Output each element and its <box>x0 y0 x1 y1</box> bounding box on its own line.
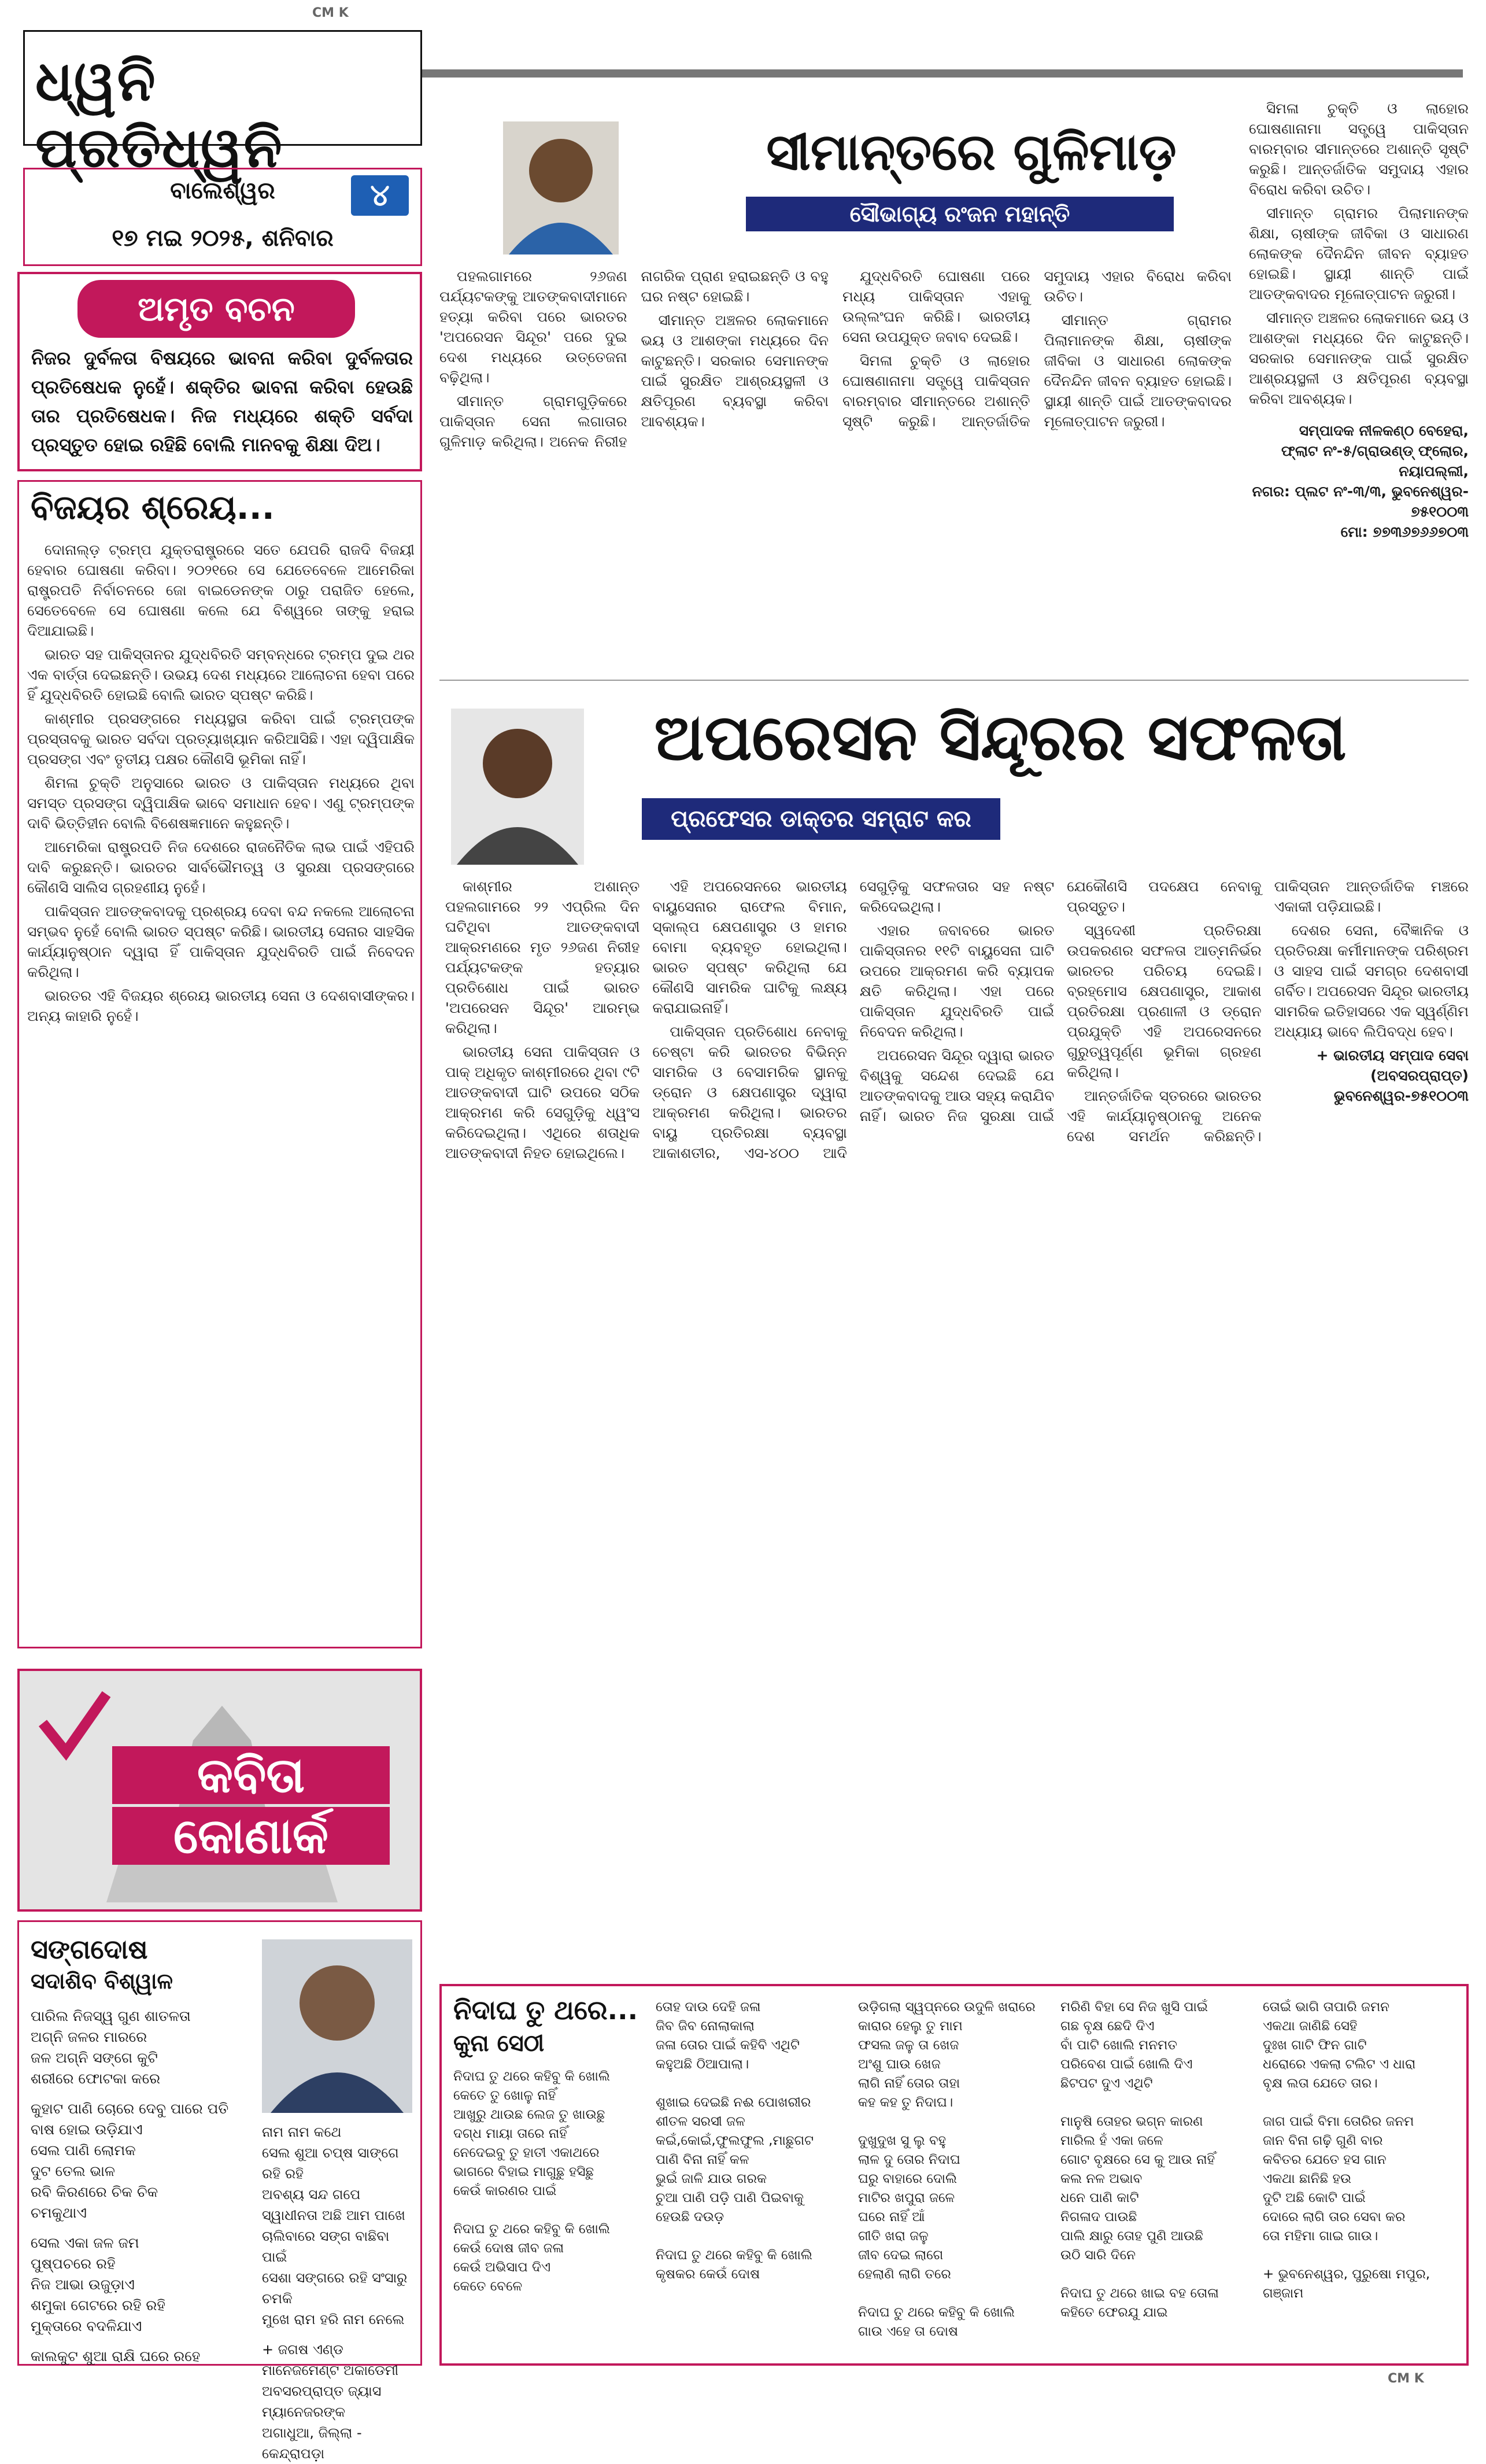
apareson-paragraph: ଏହାର ଜବାବରେ ଭାରତ ପାକିସ୍ତାନର ୧୧ଟି ବାୟୁସେନା ଘାଟି ଉପରେ ଆକ୍ରମଣ କରି ବ୍ୟାପକ କ୍ଷତି କରିଥିଲା। ଏହା ପରେ ପାକିସ୍ତାନ ଯୁଦ୍ଧବିରତି ପାଇଁ ନିବେଦନ କରିଥିଲା। <box>859 922 1055 1040</box>
poem-line: ସ୍ୱାଧୀନତା ଅଛି ଆମ ପାଖେ <box>262 2207 405 2223</box>
poem-line: ଜୀବ ଦେଇ ଲାଗେ <box>858 2248 944 2263</box>
poem-line: ଭୁଇଁ ଜାଳି ଯାଉ ଗରକ <box>656 2171 767 2186</box>
poem-line <box>858 2112 1049 2131</box>
poet-name: ସଦାଶିବ ବିଶ୍ୱାଳ <box>31 1968 173 1994</box>
amruta-text: ନିଜର ଦୁର୍ବଳତା ବିଷୟରେ ଭାବନା କରିବା ଦୁର୍ବଳତାର ପ୍ରତିଷେଧକ ନୁହେଁ। ଶକ୍ତିର ଭାବନା କରିବା ହେଉଛି ତାର ପ୍ରତିଷେଧକ। ନିଜ ମଧ୍ୟରେ ଶକ୍ତି ସର୍ବଦା ପ୍ରସ୍ତୁତ ହୋଇ ରହିଛି ବୋଲି ମାନବକୁ ଶିକ୍ଷା ଦିଅ। <box>31 347 413 456</box>
poem-line <box>1263 2093 1459 2112</box>
portrait-icon <box>451 709 584 865</box>
poem-line: ଶମୁକା ଗେଟରେ ରହି ରହି <box>31 2297 165 2314</box>
poem-line: ରବି କିରଣରେ ଚିକ ଚିକ <box>31 2183 158 2200</box>
signature-line: ଫ୍ଲାଟ ନଂ-୫/ଗ୍ରାଉଣ୍ଡ୍ ଫ୍ଲୋର, ନୟାପଲ୍ଲୀ, <box>1281 442 1469 479</box>
poem-line: ମାଟିର ଖପୁରା ଜଳେ <box>858 2190 955 2205</box>
poem-line: ସେଲ ଶୁଆ ଚପ୍ଷ ସାଙ୍ଗେ ରହି ରହି <box>262 2145 399 2182</box>
apareson-paragraph: ଏହି ଅପରେସନରେ ଭାରତୀୟ ବାୟୁସେନାର ରାଫେଲ ବିମାନ, ସ୍କାଲ୍ପ କ୍ଷେପଣାସ୍ତ୍ର ଓ ହାମର ବୋମା ବ୍ୟବହୃତ ହୋଇଥିଲା। ଭାରତ ସ୍ପଷ୍ଟ କରିଥିଲା ଯେ କୌଣସି ସାମରିକ ଘାଟିକୁ ଲକ୍ଷ୍ୟ କରାଯାଇନାହିଁ। <box>652 878 847 1016</box>
masthead-bar <box>422 69 1463 78</box>
poem-line: ପାରିଲ ନିଜସ୍ୱ ଗୁଣ ଶାତଳତା <box>31 2008 191 2024</box>
poem-line: ଲାଗି ନାହିଁ ତୋର ତାହା <box>858 2076 960 2091</box>
poem-line: ଜିବ ଜିବ ନୋଲାକାଲା <box>656 2019 755 2034</box>
amruta-box <box>17 272 422 471</box>
poem-line <box>453 2201 644 2220</box>
nidagh-column-1 <box>453 2067 644 2296</box>
cmk-mark-top: CM K <box>312 6 349 20</box>
poem-line: କହୁଅଛି ଠିଆପାଲା। <box>656 2057 749 2072</box>
poem-line: ଧନେ ପାଣି କାଟି <box>1060 2190 1139 2205</box>
poem-line: ତୋହ ଦାଉ ଦେହି ଜଳା <box>656 2000 761 2015</box>
vijay-heading: ବିଜୟର ଶ୍ରେୟ... <box>31 488 275 527</box>
poem-line: ତୋଇଁ ଭାଗି ତାପାରି ଜମନ <box>1263 2000 1389 2015</box>
vijay-body <box>27 540 415 1639</box>
simanta-author: ସୌଭାଗ୍ୟ ରଂଜନ ମହାନ୍ତି <box>746 197 1174 231</box>
simanta-paragraph: ସୀମାନ୍ତ ଅଞ୍ଚଳର ଲୋକମାନେ ଭୟ ଓ ଆଶଙ୍କା ମଧ୍ୟରେ ଦିନ କାଟୁଛନ୍ତି। ସରକାର ସେମାନଙ୍କ ପାଇଁ ସୁରକ୍ଷିତ ଆଶ୍ରୟସ୍ଥଳୀ ଓ କ୍ଷତିପୂରଣ ବ୍ୟବସ୍ଥା କରିବା ଆବଶ୍ୟକ। <box>1249 309 1469 407</box>
nidagh-column-5 <box>1263 1998 1459 2303</box>
poem-line: ନିଦାଘ ତୁ ଥରେ କହିବୁ କି ଖୋଲି <box>453 2222 610 2237</box>
poem-line: ପୁଷ୍ପଚରେ ରହି <box>31 2255 116 2272</box>
poem-line: ଅଂଶୁ ଘାଉ ଖେଜ <box>858 2057 941 2072</box>
poem-line: ଅବଶ୍ୟ ସନ୍ଦ ଗପେ <box>262 2186 361 2203</box>
poem-line: ଏକଥା ଜାଣିଛି ସେହି <box>1263 2019 1358 2034</box>
poem-line: ନିଜ ଆଭା ଉଜୁଡ଼ାଏ <box>31 2276 135 2293</box>
poem-line: ଦୁଖୁଦୁଖ ସୁ ଲୁ ବହୁ <box>858 2133 947 2148</box>
poem-line: ଭାଗରେ ବିହାଇ ମାଗୁଛୁ ହସିଛୁ <box>453 2164 594 2179</box>
kabita-title: କବିତା <box>112 1746 390 1804</box>
apareson-paragraph: ଅପରେସନ ସିନ୍ଦୂର ଦ୍ୱାରା ଭାରତ ବିଶ୍ୱକୁ ସନ୍ଦେଶ ଦେଇଛି ଯେ ଆତଙ୍କବାଦକୁ ଆଉ ସହ୍ୟ କରାଯିବ ନାହିଁ। ଭାରତ ନିଜ ସୁରକ୍ଷା ପାଇଁ ଯେକୌଣସି ପଦକ୍ଷେପ ନେବାକୁ ପ୍ରସ୍ତୁତ। <box>859 878 1262 1124</box>
simanta-paragraph: ପହଲଗାମରେ ୨୬ଜଣ ପର୍ଯ୍ୟଟକଙ୍କୁ ଆତଙ୍କବାଦୀମାନେ ହତ୍ୟା କରିବା ପରେ ଭାରତର 'ଅପରେସନ ସିନ୍ଦୂର' ପରେ ଦୁଇ ଦେଶ ମଧ୍ୟରେ ଉତ୍ତେଜନା ବଢ଼ିଥିଲା। <box>439 268 627 386</box>
poet-credit: + ଭୁବନେଶ୍ୱର, ପୁରୁଷୋ ମପୁର, ଗଞ୍ଜାମ <box>1263 2267 1430 2301</box>
poem-line: କେଉଁ କାରଣର ପାଇଁ <box>453 2183 557 2199</box>
kabita-konark-banner <box>17 1669 422 1912</box>
poet-credit: ଅବସରପ୍ରାପ୍ତ ଜ୍ୟାସ ମ୍ୟାନେଜରଙ୍କ <box>262 2383 382 2420</box>
cmk-mark-bottom: CM K <box>1388 2371 1424 2386</box>
poem-line <box>858 2284 1049 2303</box>
poem-line: ହେଉଛି ଦଉଡ଼ <box>656 2210 724 2225</box>
poem-stanzas-right <box>262 2122 418 2464</box>
signature-line: (ଅବସରପ୍ରାପ୍ତ) <box>1370 1067 1469 1084</box>
apareson-paragraph: ଦେଶର ସେନା, ବୈଜ୍ଞାନିକ ଓ ପ୍ରତିରକ୍ଷା କର୍ମୀମାନଙ୍କ ପରିଶ୍ରମ ଓ ସାହସ ପାଇଁ ସମଗ୍ର ଦେଶବାସୀ ଗର୍ବିତ। ଅପରେସନ ସିନ୍ଦୂର ଭାରତୀୟ ସାମରିକ ଇତିହାସରେ ଏକ ସ୍ୱର୍ଣ୍ଣିମ ଅଧ୍ୟାୟ ଭାବେ ଲିପିବଦ୍ଧ ହେବ। <box>1274 922 1469 1040</box>
author-photo-apareson <box>451 709 584 865</box>
poem-line: ଫସଲ ଜଳୁ ତା ଖେଜ <box>858 2038 959 2053</box>
vijay-paragraph: ଶିମଳା ଚୁକ୍ତି ଅନୁସାରେ ଭାରତ ଓ ପାକିସ୍ତାନ ମଧ୍ୟରେ ଥିବା ସମସ୍ତ ପ୍ରସଙ୍ଗ ଦ୍ୱିପାକ୍ଷିକ ଭାବେ ସମାଧାନ ହେବ। ଏଣୁ ଟ୍ରମ୍ପଙ୍କ ଦାବି ଭିତ୍ତିହୀନ ବୋଲି ବିଶେଷଜ୍ଞମାନେ କହୁଛନ୍ତି। <box>27 774 415 832</box>
poem-line: ବୃକ୍ଷ ଲତା ଯେତେ ତାର। <box>1263 2076 1378 2091</box>
apareson-signature <box>1274 1045 1469 1106</box>
poem-line: ନାମ ନାମ କଥେ <box>262 2124 342 2140</box>
issue-date: ୧୭ ମଇ ୨୦୨୫, ଶନିବାର <box>112 225 334 252</box>
signature-line: + ଭାରତୀୟ ସମ୍ପାଦ ସେବା <box>1316 1047 1469 1064</box>
poem-line: ନିଦାଘ ତୁ ଥରେ କହିବୁ କି ଖୋଲି <box>656 2248 812 2263</box>
poem-line: ଗୋଟ ବୃକ୍ଷରେ ସେ କୁ ଆଉ ନାହିଁ <box>1060 2152 1215 2167</box>
poem-line: ଦୁଟି ଅଛି କୋଟି ପାଇଁ <box>1263 2190 1366 2205</box>
poem-line: ଶରୀରେ ଫୋଟକା କରେ <box>31 2070 161 2087</box>
vijay-paragraph: ପାକିସ୍ତାନ ଆତଙ୍କବାଦକୁ ପ୍ରଶ୍ରୟ ଦେବା ବନ୍ଦ ନକଲେ ଆଲୋଚନା ସମ୍ଭବ ନୁହେଁ ବୋଲି ଭାରତ ସ୍ପଷ୍ଟ କରିଛି। ଭାରତୀୟ ସେନାର ସାହସିକ କାର୍ଯ୍ୟାନୁଷ୍ଠାନ ଦ୍ୱାରା ହିଁ ପାକିସ୍ତାନ ଯୁଦ୍ଧବିରତି ପାଇଁ ନିବେଦନ କରିଥିଲା। <box>27 903 415 980</box>
poem-line: ବାଷ ହୋଇ ଉଡ଼ିଯାଏ <box>31 2121 143 2138</box>
poem-line: ନିଦାଘ ତୁ ଥରେ ଖାଇ ବହ ତୋଳା <box>1060 2286 1219 2301</box>
poem-line: କେଉଁ ଅଭିସାପ ଦିଏ <box>453 2260 550 2275</box>
poem-line: କବିତର ଯେତେ ହସ ଗାନ <box>1263 2152 1387 2167</box>
poem-line: ଲାଳ ଦୁ ତୋର ନିଦାଘ <box>858 2152 960 2167</box>
signature-line: ଭୁବନେଶ୍ୱର-୭୫୧୦୦୩ <box>1333 1087 1469 1104</box>
poet-name: କୁନା ସେଠୀ <box>453 2030 545 2057</box>
poem-line: କେତେ ତୁ ଖୋଳୁ ନାହିଁ <box>453 2088 556 2103</box>
poem-line <box>1060 2265 1251 2284</box>
poem-line: ମାନୁଷି ତୋହର ଭଗ୍ନ କାରଣ <box>1060 2114 1203 2129</box>
signature-line: ମୋ: ୭୭୩୬୭୬୬୭୦୩ <box>1340 523 1469 540</box>
vijay-paragraph: କାଶ୍ମୀର ପ୍ରସଙ୍ଗରେ ମଧ୍ୟସ୍ଥତା କରିବା ପାଇଁ ଟ୍ରମ୍ପଙ୍କ ପ୍ରସ୍ତାବକୁ ଭାରତ ସର୍ବଦା ପ୍ରତ୍ୟାଖ୍ୟାନ କରିଆସିଛି। ଏହା ଦ୍ୱିପାକ୍ଷିକ ପ୍ରସଙ୍ଗ ଏବଂ ତୃତୀୟ ପକ୍ଷର କୌଣସି ଭୂମିକା ନାହିଁ। <box>27 710 415 768</box>
apareson-author: ପ୍ରଫେସର ଡାକ୍ତର ସମ୍ରାଟ କର <box>642 798 1000 840</box>
poem-line: ଶୁଖାଇ ଦେଇଛି ନଈ ପୋଖରୀର <box>656 2095 811 2110</box>
poem-line: ପାଣି ବିନା ନାହିଁ କଳ <box>656 2152 749 2167</box>
poem-title: ନିଦାଘ ତୁ ଥରେ... <box>453 1994 638 2026</box>
poem-line: କେଉଁ ଦୋଷ ଜୀବ ଜଳା <box>453 2241 564 2256</box>
apareson-paragraph: ସ୍ୱଦେଶୀ ପ୍ରତିରକ୍ଷା ଉପକରଣର ସଫଳତା ଆତ୍ମନିର୍ଭର ଭାରତର ପରିଚୟ ଦେଇଛି। ବ୍ରହ୍ମୋସ କ୍ଷେପଣାସ୍ତ୍ର, ଆକାଶ ପ୍ରତିରକ୍ଷା ପ୍ରଣାଳୀ ଓ ଡ୍ରୋନ ପ୍ରଯୁକ୍ତି ଏହି ଅପରେସନରେ ଗୁରୁତ୍ୱପୂର୍ଣ୍ଣ ଭୂମିକା ଗ୍ରହଣ କରିଥିଲା। <box>1067 922 1262 1080</box>
poem-line: ଶୀତଳ ସରସୀ ଜଳ <box>656 2114 745 2129</box>
simanta-right-column <box>1249 98 1469 735</box>
poet-credit: ଅଗାଧୁଆ, ଜିଲ୍ଲା - କେନ୍ଦ୍ରାପଡ଼ା <box>262 2425 362 2462</box>
signature-line: ୭୫୧୦୦୩ <box>1411 503 1469 520</box>
poem-line: ମାରିଲ ହଁ ଏକା ଜଳେ <box>1060 2133 1163 2148</box>
poem-line: ତୋ ମହିମା ଗାଇ ଗାଉ। <box>1263 2229 1378 2244</box>
poem-line: ନିଦାଘ ତୁ ଥରେ କହିବୁ କି ଖୋଲି <box>858 2305 1015 2320</box>
poem-line: ସେଶା ସଙ୍ଗରେ ରହି ସଂସାରୁ ଚମକି <box>262 2270 408 2307</box>
poem-line: କେତେ ବେଳେ <box>453 2279 523 2294</box>
poem-line: ନିଦାଘ ତୁ ଥରେ କହିବୁ କି ଖୋଲି <box>453 2069 610 2084</box>
section-divider <box>439 680 1469 681</box>
signature-line: ସମ୍ପାଦକ ନୀଳକଣ୍ଠ ବେହେରା, <box>1299 422 1469 439</box>
poem-line: ଜାଗ ପାଇଁ ବିମା ତୋରିର ଜନମ <box>1263 2114 1414 2129</box>
poem-line: ଚମକୁଥାଏ <box>31 2204 87 2221</box>
poem-line: ଧରୋରେ ଏକଲା ଟଲିଟ ଏ ଧାରା <box>1263 2057 1416 2072</box>
apareson-paragraph: ଭାରତୀୟ ସେନା ପାକିସ୍ତାନ ଓ ପାକ୍ ଅଧିକୃତ କାଶ୍ମୀରରେ ଥିବା ୯ଟି ଆତଙ୍କବାଦୀ ଘାଟି ଉପରେ ସଠିକ ଆକ୍ରମଣ କରି ସେଗୁଡ଼ିକୁ ଧ୍ୱଂସ କରିଦେଇଥିଲା। ଏଥିରେ ଶତାଧିକ ଆତଙ୍କବାଦୀ ନିହତ ହୋଇଥିଲେ। <box>445 1043 640 1161</box>
poet-photo <box>262 1939 412 2113</box>
sangadosha-box <box>17 1920 422 2462</box>
simanta-paragraph: ସୀମାନ୍ତ ଅଞ୍ଚଳର ଲୋକମାନେ ଭୟ ଓ ଆଶଙ୍କା ମଧ୍ୟରେ ଦିନ କାଟୁଛନ୍ତି। ସରକାର ସେମାନଙ୍କ ପାଇଁ ସୁରକ୍ଷିତ ଆଶ୍ରୟସ୍ଥଳୀ ଓ କ୍ଷତିପୂରଣ ବ୍ୟବସ୍ଥା କରିବା ଆବଶ୍ୟକ। <box>641 312 829 430</box>
poem-line <box>1060 2093 1251 2112</box>
poem-line: ସେଲ ଏକା ଜଳ ଜମ <box>31 2234 139 2251</box>
konark-title: କୋଣାର୍କ <box>112 1807 390 1865</box>
poem-line: ଉଡ଼ିଗଲା ସ୍ୱପ୍ନରେ ଉଦୁଳି ଖରାରେ <box>858 2000 1036 2015</box>
poem-line: ମୁଖେ ରାମ ହରି ନାମ ନେଲେ <box>262 2311 405 2327</box>
apareson-paragraph: କାଶ୍ମୀର ଅଶାନ୍ତ ପହଲଗାମରେ ୨୨ ଏପ୍ରିଲ ଦିନ ଘଟିଥିବା ଆତଙ୍କବାଦୀ ଆକ୍ରମଣରେ ମୃତ ୨୬ଜଣ ନିରୀହ ପର୍ଯ୍ୟଟକଙ୍କ ହତ୍ୟାର ପ୍ରତିଶୋଧ ପାଇଁ ଭାରତ 'ଅପରେସନ ସିନ୍ଦୂର' ଆରମ୍ଭ କରିଥିଲା। <box>445 878 640 1036</box>
poem-line: କୃଷକର କେଉଁ ଦୋଷ <box>656 2267 760 2282</box>
vijay-paragraph: ଭାରତ ସହ ପାକିସ୍ତାନର ଯୁଦ୍ଧବିରତି ସମ୍ବନ୍ଧରେ ଟ୍ରମ୍ପ ଦୁଇ ଥର ଏକ ବାର୍ତ୍ତା ଦେଇଛନ୍ତି। ଉଭୟ ଦେଶ ମଧ୍ୟରେ ଆଲୋଚନା ହେବା ପରେ ହିଁ ଯୁଦ୍ଧବିରତି ହୋଇଛି ବୋଲି ଭାରତ ସ୍ପଷ୍ଟ କରିଛି। <box>27 646 415 703</box>
masthead-title: ଧ୍ୱନି ପ୍ରତିଧ୍ୱନି <box>35 48 283 180</box>
simanta-paragraph: ସିମଳା ଚୁକ୍ତି ଓ ଲାହୋର ଘୋଷଣାନାମା ସତ୍ତ୍ୱେ ପାକିସ୍ତାନ ବାରମ୍ବାର ସୀମାନ୍ତରେ ଅଶାନ୍ତି ସୃଷ୍ଟି କରୁଛି। ଆନ୍ତର୍ଜାତିକ ସମୁଦାୟ ଏହାର ବିରୋଧ କରିବା ଉଚିତ। <box>1249 100 1469 198</box>
apareson-paragraph: ଆନ୍ତର୍ଜାତିକ ସ୍ତରରେ ଭାରତର ଏହି କାର୍ଯ୍ୟାନୁଷ୍ଠାନକୁ ଅନେକ ଦେଶ ସମର୍ଥନ କରିଛନ୍ତି। ପାକିସ୍ତାନ ଆନ୍ତର୍ଜାତିକ ମଞ୍ଚରେ ଏକାକୀ ପଡ଼ିଯାଇଛି। <box>1067 878 1469 1145</box>
poem-title: ସଙ୍ଗଦୋଷ <box>31 1934 148 1965</box>
vijay-paragraph: ଭାରତର ଏହି ବିଜୟର ଶ୍ରେୟ ଭାରତୀୟ ସେନା ଓ ଦେଶବାସୀଙ୍କର। ଅନ୍ୟ କାହାରି ନୁହେଁ। <box>27 987 415 1024</box>
nidagh-box <box>439 1984 1469 2366</box>
vijay-box <box>17 480 422 1648</box>
vijay-paragraph: ଦୋନାଲ୍ଡ଼ ଟ୍ରମ୍ପ ଯୁକ୍ତରାଷ୍ଟ୍ରରେ ସତେ ଯେପରି ରାଜଦି ବିଜୟୀ ହେବାର ଘୋଷଣା କରିବା। ୨୦୨୧ରେ ସେ ଯେତେବେଳେ ଆମେରିକା ରାଷ୍ଟ୍ରପତି ନିର୍ବାଚନରେ ଜୋ ବାଇଡେନଙ୍କ ଠାରୁ ପରାଜିତ ହେଲେ, ସେତେବେଳେ ସେ ଘୋଷଣା କଲେ ଯେ ବିଶ୍ୱରେ ତାଙ୍କୁ ହରାଇ ଦିଆଯାଇଛି। <box>27 541 415 639</box>
poem-line: ଅଗ୍ନି ଜଳର ମାରରେ <box>31 2028 147 2045</box>
poem-line: ଉଠି ସାରି ଦିନେ <box>1060 2248 1136 2263</box>
poem-line: କହ କହ ତୁ ନିଦାଘ। <box>858 2095 953 2110</box>
simanta-paragraph: ସିମଳା ଚୁକ୍ତି ଓ ଲାହୋର ଘୋଷଣାନାମା ସତ୍ତ୍ୱେ ପାକିସ୍ତାନ ବାରମ୍ବାର ସୀମାନ୍ତରେ ଅଶାନ୍ତି ସୃଷ୍ଟି କରୁଛି। ଆନ୍ତର୍ଜାତିକ ସମୁଦାୟ ଏହାର ବିରୋଧ କରିବା ଉଚିତ। <box>842 268 1232 430</box>
poem-line: କୁହାଟ ପାଣି ଚୋରେ ଦେବୁ ପାରେ ପତି <box>31 2100 229 2117</box>
poem-line: ମରିଣି ବିହା ସେ ନିଜ ଖୁସି ପାଇଁ <box>1060 2000 1208 2015</box>
nidagh-column-2 <box>656 1998 846 2284</box>
poem-line: ପାଲି କ୍ଷାରୁ ତୋହ ପୁଣି ଆଉଛି <box>1060 2229 1203 2244</box>
masthead <box>23 30 422 180</box>
poem-line: ଦୋରେ ଲାଗି ତାର ସେବା କର <box>1263 2210 1406 2225</box>
poem-line: ଗାଉ ଏହେ ତା ଦୋଷ <box>858 2324 958 2339</box>
vijay-paragraph: ଆମେରିକା ରାଷ୍ଟ୍ରପତି ନିଜ ଦେଶରେ ରାଜନୈତିକ ଲାଭ ପାଇଁ ଏହିପରି ଦାବି କରୁଛନ୍ତି। ଭାରତର ସାର୍ବଭୌମତ୍ୱ ଓ ସୁରକ୍ଷା ପ୍ରସଙ୍ଗରେ କୌଣସି ସାଲିସ ଗ୍ରହଣୀୟ ନୁହେଁ। <box>27 839 415 896</box>
poem-stanzas-left <box>31 2006 256 2367</box>
poem-line: ଛିଟପଟ ଦୁଏ ଏଥିଟି <box>1060 2076 1153 2091</box>
poem-line: ହେଲାଣି ଲାଗି ତରେ <box>858 2267 951 2282</box>
poem-line: ଜଳ ଅଗ୍ନି ସଙ୍ଗେ କୁଟି <box>31 2049 158 2066</box>
poem-line <box>1263 2246 1459 2265</box>
poem-line: ଜଳା ତୋର ପାଇଁ କହିବି ଏଥିଟି <box>656 2038 800 2053</box>
poem-line: ଗୀତି ଖରା ଜଳୁ <box>858 2229 929 2244</box>
author-photo-simanta <box>503 121 619 254</box>
apareson-body <box>445 876 1469 1958</box>
poem-line: କାଲକୁଟ ଶୁଆ ରାକ୍ଷି ଘରେ ରହେ <box>31 2348 201 2365</box>
poem-line <box>656 2074 846 2093</box>
poem-line: କଇଁ,କୋଇଁ,ଫୁଲଫୁଲ ,ମାଛୁଗଟ <box>656 2133 814 2148</box>
simanta-headline: ସୀମାନ୍ତରେ ଗୁଳିମାଡ଼ <box>766 121 1177 182</box>
poem-line: ଚାଲିବାରେ ସଙ୍ଗ ବାଛିବା ପାଇଁ <box>262 2228 390 2265</box>
poem-line: ଦୁଃଖ ଗାଟି ଫିନ ଗାଟି <box>1263 2038 1367 2053</box>
amruta-heading: ଅମୃତ ବଚନ <box>77 280 355 338</box>
poem-line: ଦଗ୍ଧ ମାୟା ତାରେ ନାହିଁ <box>453 2126 567 2141</box>
portrait-icon <box>503 121 619 254</box>
city-date-box <box>23 168 422 266</box>
poem-line: ଗଛ ବୃକ୍ଷ ଛେଦି ଦିଏ <box>1060 2019 1155 2034</box>
poem-line: ଘରେ ନାହିଁ ଆଁ <box>858 2210 925 2225</box>
nidagh-column-3 <box>858 1998 1049 2341</box>
poem-line: ଜାନ ବିନା ଗଢ଼ି ଗୁଣି ବାର <box>1263 2133 1383 2148</box>
poem-line: ନେଦେଇବୁ ତୁ ହାତୀ ଏକାଥରେ <box>453 2145 600 2160</box>
portrait-icon <box>262 1939 412 2113</box>
apareson-headline: ଅପରେସନ ସିନ୍ଦୂରର ସଫଳତା <box>654 700 1347 774</box>
poem-line: ଘରୁ ବାହାରେ ଦୋଲି <box>858 2171 958 2186</box>
poet-credit: + ଜଗଷ ଏଣ୍ଡ ମାନେଜମେଣ୍ଟ ଅକାଡେମୀ <box>262 2341 399 2378</box>
poem-line: ଏକଥା ଛାନିଛି ହଉ <box>1263 2171 1352 2186</box>
simanta-signature <box>1249 420 1469 542</box>
simanta-paragraph: ଯୁଦ୍ଧବିରତି ଘୋଷଣା ପରେ ମଧ୍ୟ ପାକିସ୍ତାନ ଏହାକୁ ଉଲ୍ଲଂଘନ କରିଛି। ଭାରତୀୟ ସେନା ଉପଯୁକ୍ତ ଜବାବ ଦେଇଛି। <box>842 268 1030 345</box>
page-number: ୪ <box>351 175 409 216</box>
city-name: ବାଲେଶ୍ୱର <box>170 178 275 204</box>
poem-line <box>656 2227 846 2246</box>
poem-line: ଦୁଟ ତେଲ ଭାଳ <box>31 2163 115 2179</box>
signature-line: ନଗର: ପ୍ଲଟ ନଂ-୩/୩, ଭୁବନେଶ୍ୱର- <box>1252 483 1469 500</box>
poem-line: ନିଗଳାଦ ପାଉଛି <box>1060 2210 1137 2225</box>
apareson-paragraph: ପାକିସ୍ତାନ ପ୍ରତିଶୋଧ ନେବାକୁ ଚେଷ୍ଟା କରି ଭାରତର ବିଭିନ୍ନ ସାମରିକ ଓ ବେସାମରିକ ସ୍ଥାନକୁ ଡ୍ରୋନ ଓ କ୍ଷେପଣାସ୍ତ୍ର ଦ୍ୱାରା ଆକ୍ରମଣ କରିଥିଲା। ଭାରତର ବାୟୁ ପ୍ରତିରକ୍ଷା ବ୍ୟବସ୍ଥା ଆକାଶତୀର, ଏସ-୪୦୦ ଆଦି ସେଗୁଡ଼ିକୁ ସଫଳତାର ସହ ନଷ୍ଟ କରିଦେଇଥିଲା। <box>652 878 1055 1161</box>
simanta-paragraph: ସୀମାନ୍ତ ଗ୍ରାମର ପିଲାମାନଙ୍କ ଶିକ୍ଷା, ଚାଷୀଙ୍କ ଜୀବିକା ଓ ସାଧାରଣ ଲୋକଙ୍କ ଦୈନନ୍ଦିନ ଜୀବନ ବ୍ୟାହତ ହୋଇଛି। ସ୍ଥାୟୀ ଶାନ୍ତି ପାଇଁ ଆତଙ୍କବାଦର ମୂଳୋତ୍ପାଟନ ଜରୁରୀ। <box>1044 312 1232 430</box>
poem-line: ମୁକ୍ତାରେ ବଦଳିଯାଏ <box>31 2318 142 2334</box>
simanta-paragraph: ସୀମାନ୍ତ ଗ୍ରାମଗୁଡ଼ିକରେ ପାକିସ୍ତାନ ସେନା ଲଗାତାର ଗୁଳିମାଡ଼ କରିଥିଲା। ଅନେକ ନିରୀହ ନାଗରିକ ପ୍ରାଣ ହରାଇଛନ୍ତି ଓ ବହୁ ଘର ନଷ୍ଟ ହୋଇଛି। <box>439 268 829 450</box>
simanta-body <box>439 266 1232 671</box>
poem-line: ଚୁଆ ପାଣି ପଡ଼ି ପାଣି ପିଇବାକୁ <box>656 2190 804 2205</box>
poem-line: କାରାର ହେଲୁ ତୁ ମାମ <box>858 2019 963 2034</box>
poem-line: ପରିବେଶ ପାଇଁ ଖୋଲି ଦିଏ <box>1060 2057 1193 2072</box>
poem-line: ବାଁ ପାଟି ଖୋଲି ମନମତ <box>1060 2038 1177 2053</box>
poem-line: କଲ ନଳ ଅଭାବ <box>1060 2171 1143 2186</box>
poem-line: ଆଖୁରୁ ଥାଉଛ ଲେଜ ତୁ ଖାଉଛୁ <box>453 2107 605 2122</box>
nidagh-column-4 <box>1060 1998 1251 2322</box>
poem-line: କହିତେ ଫେରଯୁ ଯାଇ <box>1060 2305 1168 2320</box>
simanta-paragraph: ସୀମାନ୍ତ ଗ୍ରାମର ପିଲାମାନଙ୍କ ଶିକ୍ଷା, ଚାଷୀଙ୍କ ଜୀବିକା ଓ ସାଧାରଣ ଲୋକଙ୍କ ଦୈନନ୍ଦିନ ଜୀବନ ବ୍ୟାହତ ହୋଇଛି। ସ୍ଥାୟୀ ଶାନ୍ତି ପାଇଁ ଆତଙ୍କବାଦର ମୂଳୋତ୍ପାଟନ ଜରୁରୀ। <box>1249 205 1469 303</box>
poem-line: ସେଲ ପାଣି ଲୋମକ <box>31 2142 136 2159</box>
